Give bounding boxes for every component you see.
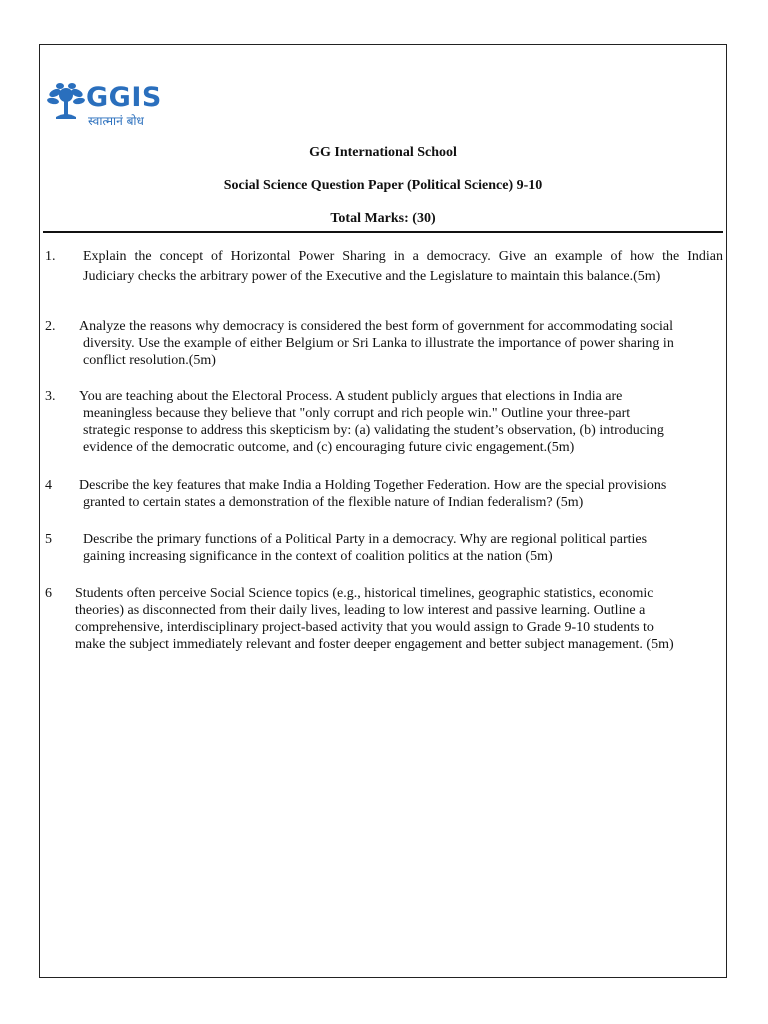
school-name: GG International School [309,145,457,160]
question-number: 5 [45,532,52,547]
question-number: 4 [45,478,52,493]
question-line: theories) as disconnected from their daily lives, leading to low interest and passive learning. Outline a [75,603,646,618]
question-line: evidence of the democratic outcome, and (c) encouraging future civic engagement.(5m) [83,440,575,455]
question-line: conflict resolution.(5m) [83,353,216,368]
question-number: 6 [45,586,52,601]
logo-wordmark: GGIS [86,82,162,113]
total-marks: Total Marks: (30) [330,211,436,226]
question-1 [45,248,725,285]
question-line: Describe the key features that make India a Holding Together Federation. How are the special provisions [79,478,667,493]
question-number: 2. [45,319,56,334]
question-line: Students often perceive Social Science topics (e.g., historical timelines, geographic statistics, economic [75,586,654,601]
question-line: You are teaching about the Electoral Process. A student publicly argues that elections in India are [79,389,623,404]
school-logo [46,81,176,133]
question-line: Analyze the reasons why democracy is considered the best form of government for accommodating social [79,319,674,334]
question-line: strategic response to address this skepticism by: (a) validating the student’s observation, (b) introducing [83,423,664,438]
question-5 [45,531,725,565]
question-2 [45,318,725,369]
question-line: Explain the concept of Horizontal Power Sharing in a democracy. Give an example of how the Indian [83,249,723,264]
question-number: 3. [45,389,56,404]
question-3 [45,388,725,456]
tree-logo-icon [46,81,86,125]
question-line: gaining increasing significance in the context of coalition politics at the nation (5m) [83,549,553,564]
question-number: 1. [45,249,56,264]
question-6 [45,585,725,653]
header-divider [43,231,723,233]
logo-tagline: स्वात्मानं बोध [88,114,144,128]
question-line: make the subject immediately relevant and foster deeper engagement and better subject management. (5m) [75,637,674,652]
question-line: diversity. Use the example of either Belgium or Sri Lanka to illustrate the importance of power sharing in [83,336,674,351]
question-paper-page [39,44,727,978]
question-line: comprehensive, interdisciplinary project-based activity that you would assign to Grade 9-10 students to [75,620,654,635]
question-line: Describe the primary functions of a Political Party in a democracy. Why are regional political parties [83,532,648,547]
question-line: Judiciary checks the arbitrary power of the Executive and the Legislature to maintain this balance.(5m) [83,269,661,284]
paper-title: Social Science Question Paper (Political Science) 9-10 [223,178,543,193]
question-line: meaningless because they believe that "only corrupt and rich people win." Outline your three-part [83,406,631,421]
question-4 [45,477,725,511]
question-line: granted to certain states a demonstration of the flexible nature of Indian federalism? (5m) [83,495,584,510]
